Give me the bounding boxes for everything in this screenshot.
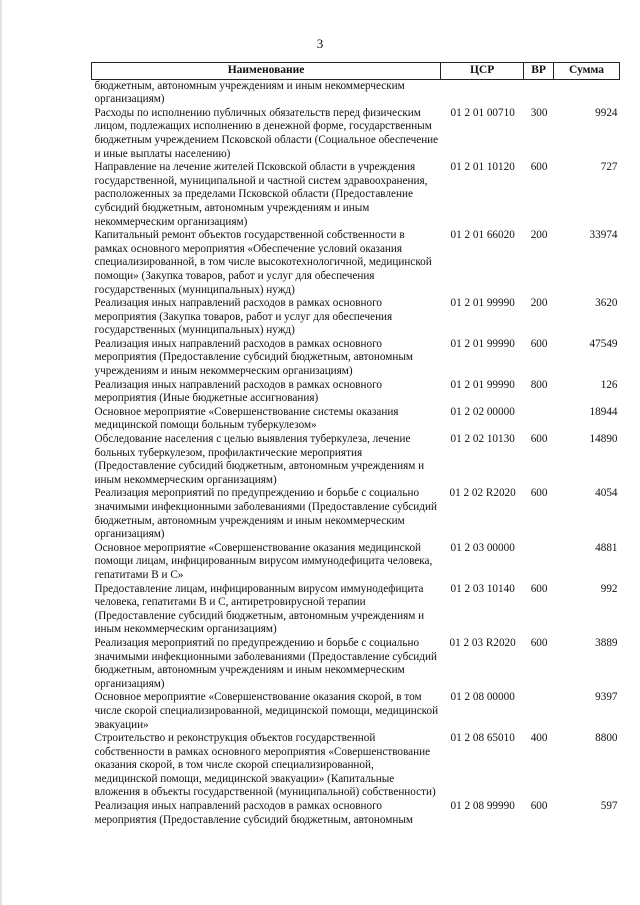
row-csr: 01 2 01 99990 (450, 297, 515, 310)
row-csr: 01 2 08 99990 (450, 800, 515, 813)
row-vr: 600 (530, 636, 548, 649)
table-row (92, 637, 620, 691)
row-name: Реализация иных направлений расходов в рамках основного мероприятия (Предоставление субсидий бюджетным, автономным (94, 800, 413, 826)
row-name: Реализация иных направлений расходов в рамках основного мероприятия (Закупка товаров, работ и услуг для обеспечения государственных (муниципальных) нужд) (94, 297, 393, 337)
row-vr (524, 691, 554, 732)
row-name: Основное мероприятие «Совершенствование системы оказания медицинской помощи больным туберкулезом» (94, 405, 399, 432)
page-number: 3 (316, 36, 324, 51)
table-row (92, 107, 620, 161)
table-row (92, 583, 620, 637)
table-header-row (92, 63, 620, 80)
table-row (92, 379, 620, 406)
table-row (92, 338, 620, 379)
row-csr: 01 2 01 66020 (450, 229, 515, 242)
row-vr: 400 (530, 732, 548, 745)
row-name: Основное мероприятие «Совершенствование оказания медицинской помощи лицам, инфицированным вирусом иммунодефицита человека, гепатитами В и С» (94, 541, 433, 581)
table-row (92, 229, 620, 297)
row-name: Реализация иных направлений расходов в рамках основного мероприятия (Предоставление субсидий бюджетным, автономным учреждениям и иным некоммерческим организациям) (94, 337, 413, 378)
header-csr: ЦСР (441, 63, 524, 80)
table-row (92, 161, 620, 229)
row-vr (524, 406, 554, 433)
row-vr: 600 (530, 161, 548, 174)
row-vr: 600 (530, 800, 548, 813)
row-sum: 14890 (589, 433, 618, 446)
row-sum: 47549 (589, 337, 618, 350)
row-sum (554, 79, 620, 107)
table-row (92, 800, 620, 827)
row-name: бюджетным, автономным учреждениям и иным некоммерческим организациям) (94, 79, 405, 106)
row-name: Капитальный ремонт объектов государственной собственности в рамках основного мероприятия «Обеспечение условий оказания специализированной, в том числе высокотехнологичной, медицинской помощи» (Закупка товаров, работ и услуг для обеспечения государственных (муниципальных) нужд) (94, 229, 432, 296)
header-sum: Сумма (554, 63, 620, 80)
table-body (92, 79, 620, 827)
row-vr: 200 (530, 297, 548, 310)
row-vr (524, 79, 554, 107)
row-csr: 01 2 03 R2020 (449, 636, 516, 649)
row-csr: 01 2 01 10120 (450, 161, 515, 174)
row-csr: 01 2 01 99990 (450, 337, 515, 350)
row-csr: 01 2 02 00000 (450, 405, 515, 418)
table-row (92, 487, 620, 541)
row-name: Реализация мероприятий по предупреждению и борьбе с социально значимыми инфекционными заболеваниями (Предоставление субсидий бюджетным, автономным учреждениям и иным некоммерческим организациям) (94, 636, 437, 690)
row-csr: 01 2 08 00000 (450, 691, 515, 704)
row-name: Расходы по исполнению публичных обязательств перед физическим лицом, подлежащих исполнению в денежной форме, государственным бюджетным учреждением Псковской области (Социальное обеспечение и иные выплаты населению) (94, 106, 439, 160)
table-row (92, 297, 620, 338)
row-name: Направление на лечение жителей Псковской области в учреждения государственной, муниципальной и частной систем здравоохранения, расположенных за пределами Псковской области (Предоставление субсидий бюджетным, автономным учреждениям и иным некоммерческим организациям) (94, 161, 428, 228)
row-name: Обследование населения с целью выявления туберкулеза, лечение больных туберкулезом, профилактические мероприятия (Предоставление субсидий бюджетным, автономным учреждениям и иным некоммерческим организациям) (94, 433, 425, 486)
row-sum: 9397 (595, 691, 618, 704)
table-row (92, 79, 620, 107)
row-sum: 8800 (595, 732, 618, 745)
table-row (92, 542, 620, 583)
row-name: Предоставление лицам, инфицированным вирусом иммунодефицита человека, гепатитами В и С, антиретровирусной терапии (Предоставление субсидий бюджетным, автономным учреждениям и иным некоммерческим организациям) (94, 582, 425, 636)
row-name: Основное мероприятие «Совершенствование оказания скорой, в том числе скорой специализированной, медицинской помощи, медицинской эвакуации» (94, 691, 439, 731)
row-csr: 01 2 08 65010 (450, 732, 515, 745)
table-row (92, 691, 620, 732)
row-vr: 600 (530, 582, 548, 595)
row-csr (441, 79, 524, 107)
row-sum: 3620 (595, 297, 618, 310)
row-name: Реализация мероприятий по предупреждению и борьбе с социально значимыми инфекционными заболеваниями (Предоставление субсидий бюджетным, автономным учреждениям и иным некоммерческим организациям) (94, 487, 437, 541)
table-row (92, 433, 620, 487)
row-vr: 200 (530, 229, 548, 242)
row-csr: 01 2 02 R2020 (449, 487, 516, 500)
budget-table (91, 62, 620, 827)
row-name: Реализация иных направлений расходов в рамках основного мероприятия (Иные бюджетные ассигнования) (94, 378, 382, 405)
row-vr: 300 (530, 106, 548, 119)
row-csr: 01 2 03 10140 (450, 582, 515, 595)
row-vr: 600 (530, 487, 548, 500)
table-row (92, 732, 620, 800)
row-csr: 01 2 01 00710 (450, 106, 515, 119)
row-csr: 01 2 02 10130 (450, 433, 515, 446)
row-sum: 597 (600, 800, 618, 813)
row-sum: 727 (600, 161, 618, 174)
row-sum: 33974 (589, 229, 618, 242)
row-sum: 992 (600, 582, 618, 595)
row-vr: 600 (530, 337, 548, 350)
row-vr: 600 (530, 433, 548, 446)
row-sum: 4054 (595, 487, 618, 500)
row-sum: 3889 (595, 636, 618, 649)
row-sum: 126 (600, 378, 618, 391)
row-sum: 9924 (595, 106, 618, 119)
row-sum: 18944 (589, 405, 618, 418)
table-row (92, 406, 620, 433)
row-vr: 800 (530, 378, 548, 391)
row-csr: 01 2 03 00000 (450, 541, 515, 554)
row-vr (524, 542, 554, 583)
row-csr: 01 2 01 99990 (450, 378, 515, 391)
scan-edge (0, 0, 3, 905)
row-sum: 4881 (595, 541, 618, 554)
header-name: Наименование (92, 63, 441, 80)
header-vr: ВР (524, 63, 554, 80)
row-name: Строительство и реконструкция объектов государственной собственности в рамках основного мероприятия «Совершенствование оказания скорой, в том числе скорой специализированной, медицинской помощи, медицинской эвакуации» (Капитальные вложения в объекты государственной (муниципальной) собственности) (94, 732, 436, 799)
